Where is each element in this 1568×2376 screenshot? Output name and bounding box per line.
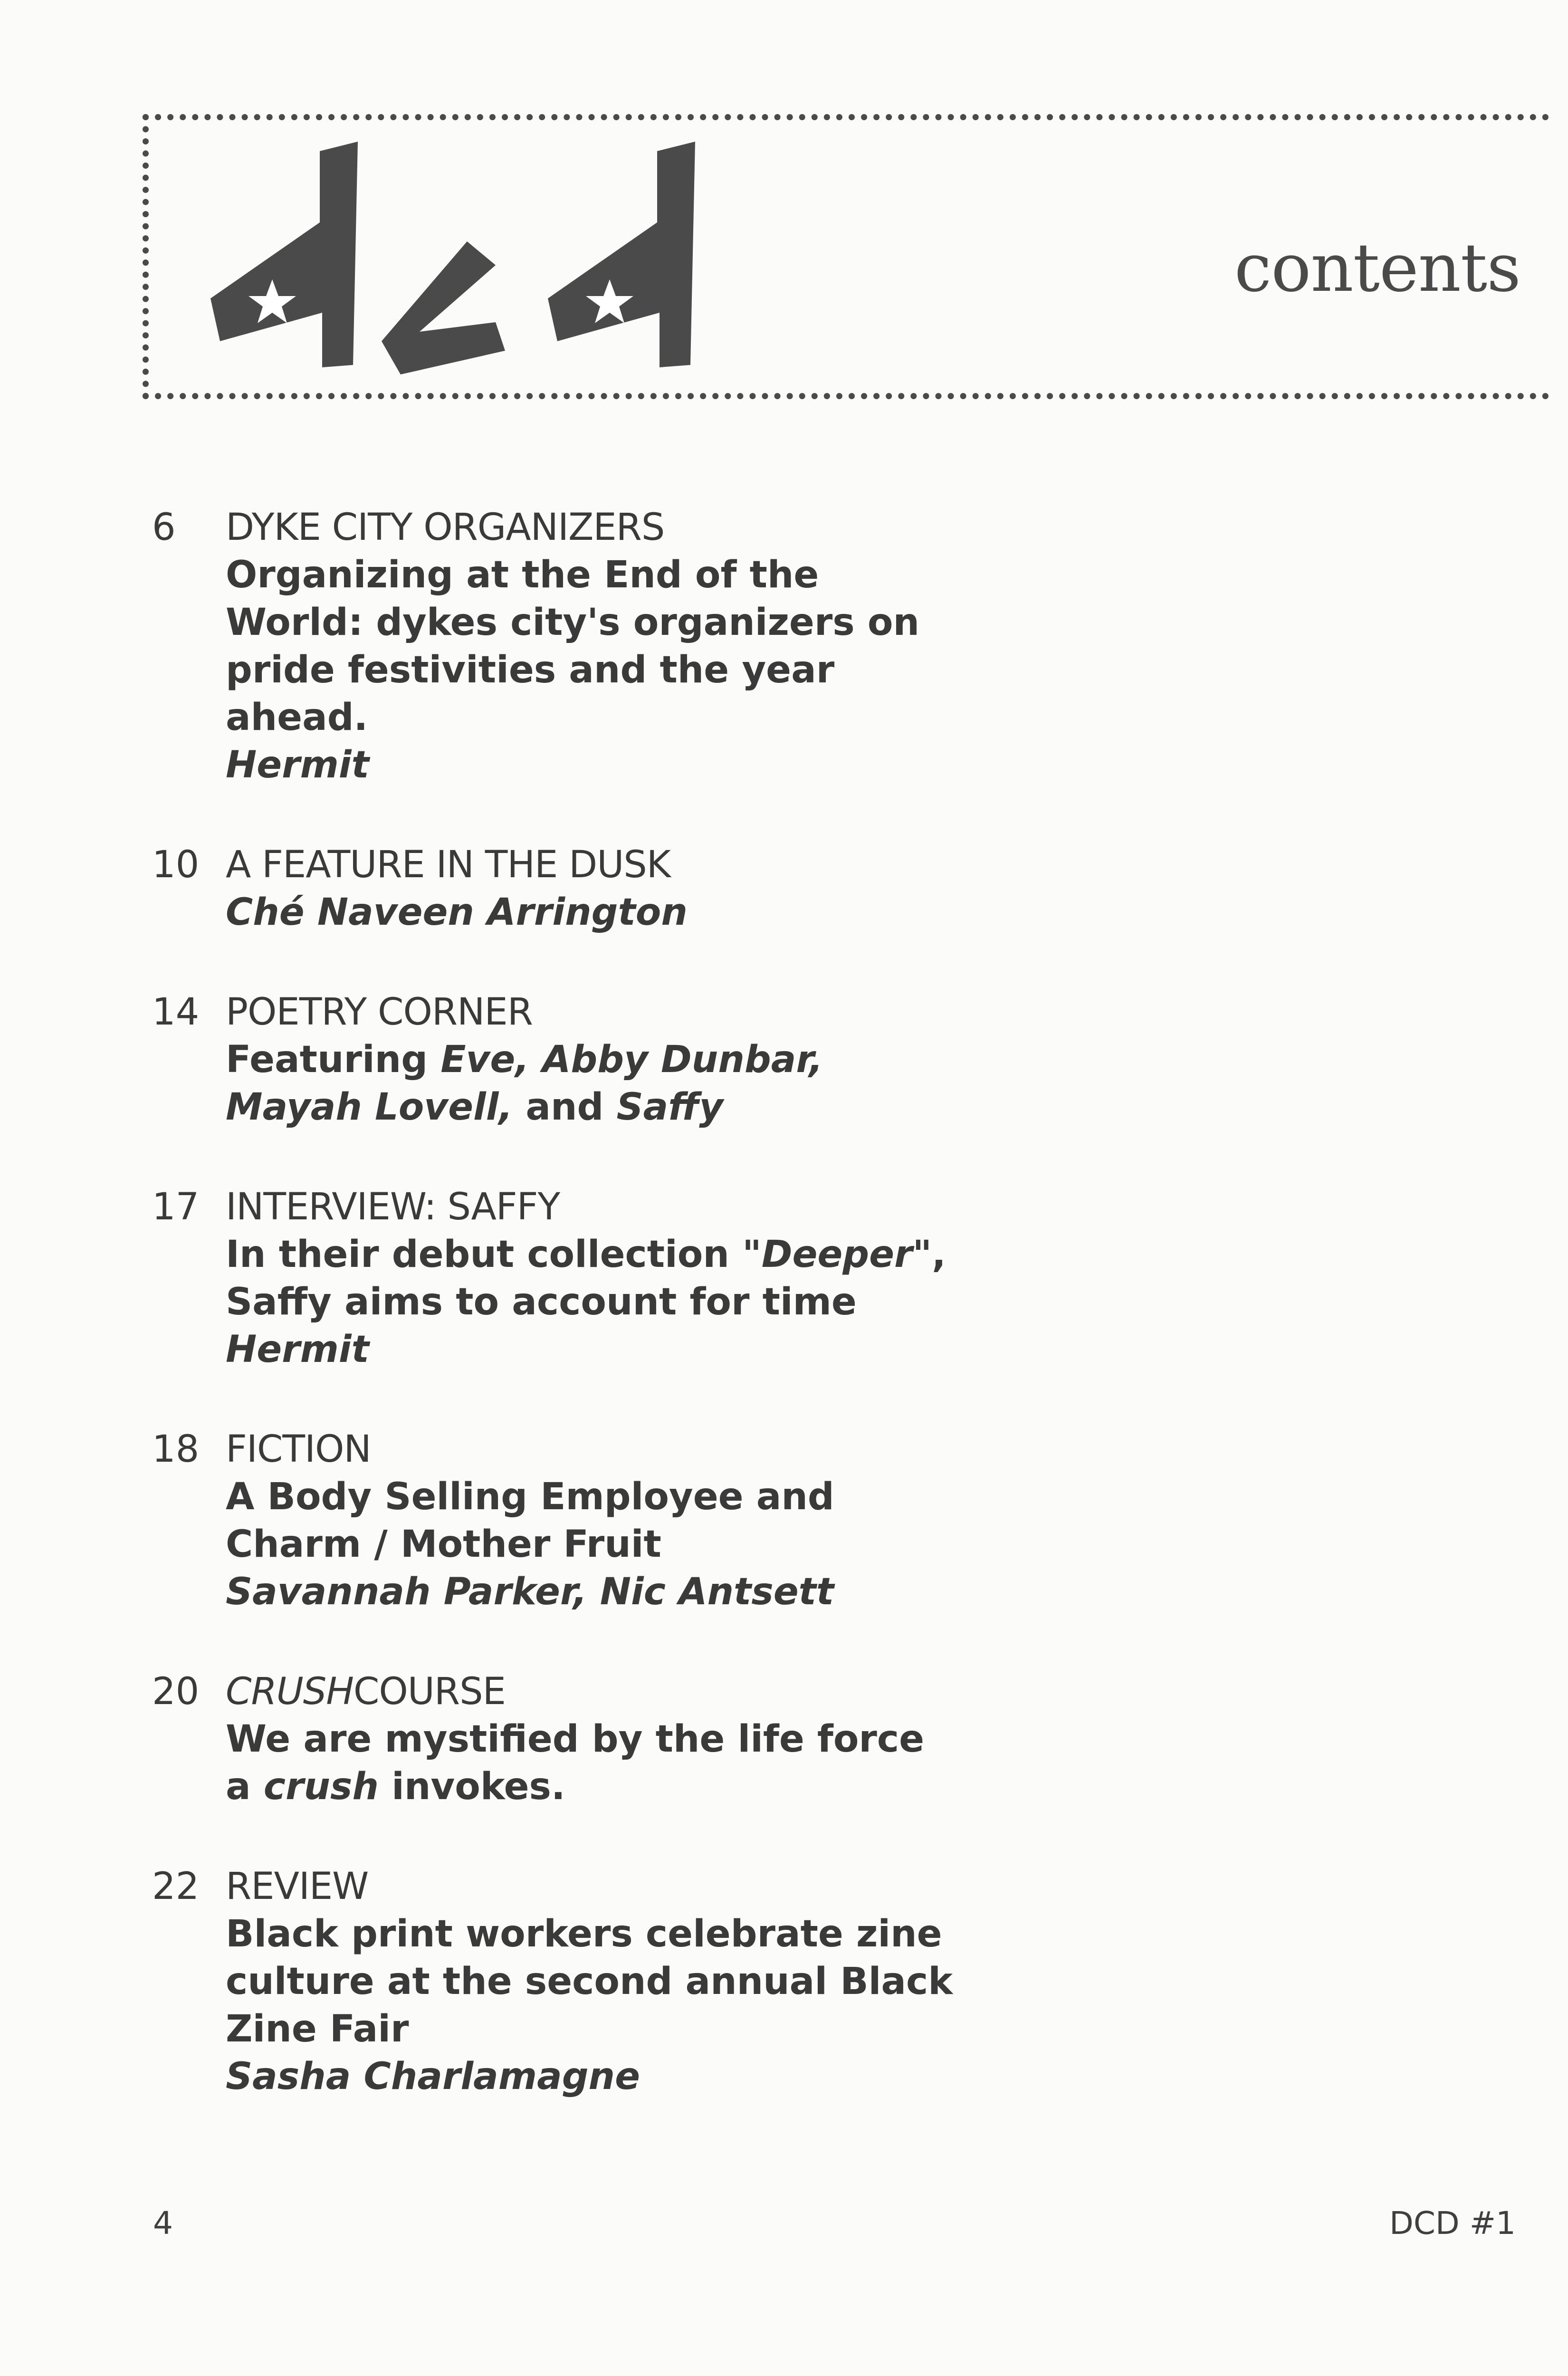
toc-page-number: 20	[152, 1670, 200, 1713]
toc-section-title: POETRY CORNER	[226, 991, 533, 1034]
toc-page-number: 10	[152, 843, 200, 886]
toc-author: Savannah Parker, Nic Antsett	[226, 1571, 834, 1613]
toc-section-title: INTERVIEW: SAFFY	[226, 1186, 560, 1228]
page-title: contents	[1234, 230, 1520, 307]
toc-page-number: 14	[152, 991, 200, 1034]
contents-header	[143, 114, 1549, 399]
toc-description: Black print workers celebrate zine culture at the second annual Black Zine Fair	[226, 1913, 953, 2050]
toc-entry	[152, 988, 960, 1131]
toc-entry	[152, 841, 960, 936]
table-of-contents	[152, 504, 960, 2153]
toc-page-number: 6	[152, 506, 176, 549]
toc-section-title: A FEATURE IN THE DUSK	[226, 843, 670, 886]
toc-page-number: 22	[152, 1865, 200, 1908]
page-number: 4	[153, 2205, 173, 2242]
toc-description: Featuring Eve, Abby Dunbar, Mayah Lovell, and Saffy	[226, 1038, 823, 1129]
dcd-logo	[201, 142, 700, 374]
toc-page-number: 18	[152, 1428, 200, 1471]
toc-entry	[152, 504, 960, 789]
toc-author: Sasha Charlamagne	[226, 2055, 640, 2098]
toc-description: In their debut collection "Deeper", Saffy aims to account for time	[226, 1233, 946, 1323]
toc-section-title: CRUSHCOURSE	[226, 1670, 506, 1713]
toc-entry	[152, 1668, 960, 1811]
toc-author: Hermit	[226, 744, 369, 786]
toc-description: We are mystified by the life force a crush invokes.	[226, 1718, 925, 1808]
toc-section-title: DYKE CITY ORGANIZERS	[226, 506, 665, 549]
toc-description: Organizing at the End of the World: dykes city's organizers on pride festivities and the year ahead.	[226, 554, 919, 739]
toc-author: Ché Naveen Arrington	[226, 891, 688, 934]
toc-entry	[152, 1426, 960, 1616]
toc-entry	[152, 1183, 960, 1373]
toc-section-title: FICTION	[226, 1428, 371, 1471]
issue-label: DCD #1	[1389, 2205, 1516, 2242]
toc-author: Hermit	[226, 1328, 369, 1371]
toc-page-number: 17	[152, 1186, 200, 1228]
toc-description: A Body Selling Employee and Charm / Mother Fruit	[226, 1475, 834, 1566]
toc-section-title: REVIEW	[226, 1865, 369, 1908]
toc-entry	[152, 1863, 960, 2100]
